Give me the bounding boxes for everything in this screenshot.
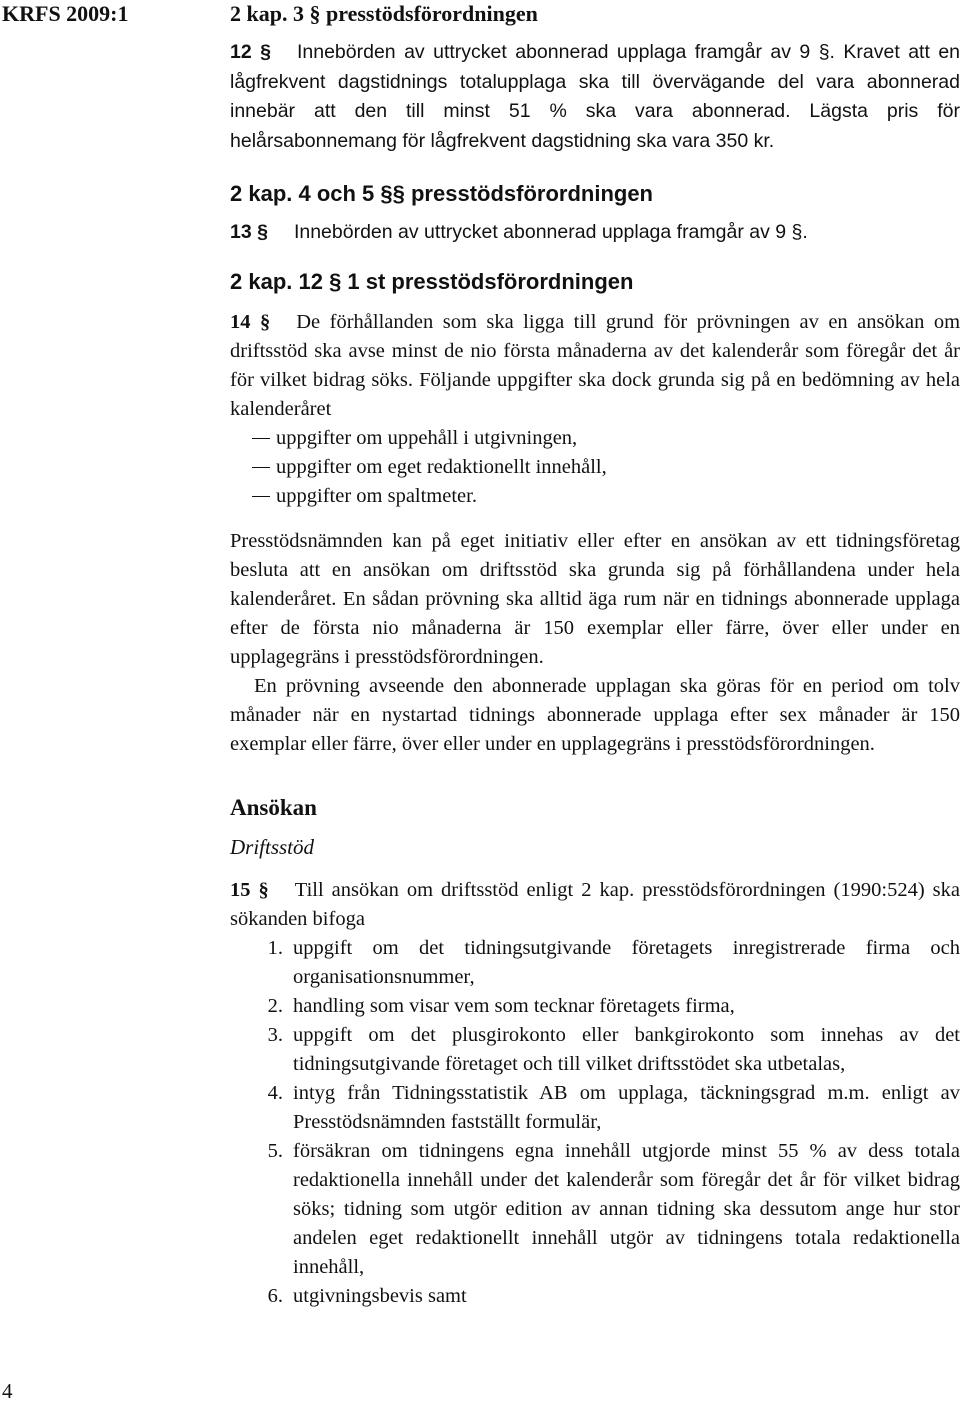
list-number: 1. <box>267 937 283 959</box>
section-heading-12: 2 kap. 3 § presstödsförordningen <box>230 1 538 26</box>
section-13-text: Innebörden av uttrycket abonnerad upplaga framgår av 9 §. <box>293 221 808 243</box>
document-reference: KRFS 2009:1 <box>2 1 129 26</box>
numbered-list-item <box>230 1079 960 1137</box>
section-14-paragraph-2: Presstödsnämnden kan på eget initiativ eller efter en ansökan av ett tidningsföretag besluta att en ansökan om driftsstöd ska grunda sig på förhållandena under hela kalenderåret. En sådan prövning ska alltid äga rum när en tidnings abonnerade upplaga efter de första nio månaderna är 150 exemplar eller färre, över eller under en upplagegräns i presstödsförordningen. <box>230 530 960 668</box>
numbered-list-item <box>230 1021 960 1079</box>
section-12-text: Innebörden av uttrycket abonnerad upplaga framgår av 9 §. Kravet att en lågfrekvent dagstidnings totalupplaga ska till övervägande del vara abonnerad innebär att den till minst 51 % ska vara abonnerad. Lägsta pris för helårsabonnemang för lågfrekvent dagstidning ska vara 350 kr. <box>230 41 960 152</box>
numbered-list-item <box>230 992 960 1021</box>
section-13-paragraph <box>230 218 960 247</box>
section-14 <box>230 308 960 759</box>
section-12-paragraph <box>230 38 960 156</box>
section-heading-13: 2 kap. 4 och 5 §§ presstödsförordningen <box>230 181 653 206</box>
section-14-paragraph-3: En prövning avseende den abonnerade upplagan ska göras för en period om tolv månader när en nystartad tidnings abonnerade upplaga efter sex månader är 150 exemplar eller färre, över eller under en upplagegräns i presstödsförordningen. <box>230 675 960 755</box>
heading-ansokan: Ansökan <box>230 795 317 820</box>
list-number: 6. <box>267 1285 283 1307</box>
numbered-list-item <box>230 1282 960 1311</box>
list-number: 5. <box>267 1140 283 1162</box>
section-number: 13 § <box>230 221 268 243</box>
list-text: utgivningsbevis samt <box>293 1285 467 1307</box>
list-number: 4. <box>267 1082 283 1104</box>
list-text: intyg från Tidningsstatistik AB om upplaga, täckningsgrad m.m. enligt av Presstödsnämnden fastställt formulär, <box>293 1082 960 1133</box>
dash-list-item: uppgifter om uppehåll i utgivningen, <box>230 424 960 453</box>
subheading-driftsstod: Driftsstöd <box>230 835 315 859</box>
section-15-paragraph <box>230 876 960 934</box>
dash-list-item: uppgifter om spaltmeter. <box>230 482 960 511</box>
numbered-list-item <box>230 934 960 992</box>
list-number: 2. <box>267 995 283 1017</box>
section-14-paragraph <box>230 308 960 424</box>
list-text: uppgift om det plusgirokonto eller bankgirokonto som innehas av det tidningsutgivande företaget och till vilket driftsstödet ska utbetalas, <box>293 1024 960 1075</box>
section-15-text: Till ansökan om driftsstöd enligt 2 kap. presstödsförordningen (1990:524) ska sökanden bifoga <box>230 879 960 930</box>
list-text: handling som visar vem som tecknar företagets firma, <box>293 995 735 1017</box>
section-heading-14: 2 kap. 12 § 1 st presstödsförordningen <box>230 269 634 294</box>
section-14-text: De förhållanden som ska ligga till grund för prövningen av en ansökan om driftsstöd ska avse minst de nio första månaderna av det kalenderår som föregår det år för vilket bidrag söks. Följande uppgifter ska dock grunda sig på en bedömning av hela kalenderåret <box>230 311 960 420</box>
list-text: uppgift om det tidningsutgivande företagets inregistrerade firma och organisationsnummer, <box>293 937 960 988</box>
list-text: försäkran om tidningens egna innehåll utgjorde minst 55 % av dess totala redaktionella innehåll under det kalenderår som föregår det år för vilket bidrag söks; tidning som utgör edition av annan tidning ska dessutom ange hur stor andelen eget redaktionellt innehåll utgör av tidningens totala redaktionella innehåll, <box>293 1140 960 1278</box>
dash-list-item: uppgifter om eget redaktionellt innehåll, <box>230 453 960 482</box>
document-body <box>230 0 960 1311</box>
numbered-list-item <box>230 1137 960 1282</box>
list-number: 3. <box>267 1024 283 1046</box>
section-15 <box>230 876 960 1311</box>
section-number: 15 § <box>230 879 269 901</box>
section-13 <box>230 218 960 247</box>
page-number: 4 <box>2 1379 13 1403</box>
section-number: 12 § <box>230 41 271 63</box>
section-12 <box>230 38 960 156</box>
section-number: 14 § <box>230 311 271 333</box>
